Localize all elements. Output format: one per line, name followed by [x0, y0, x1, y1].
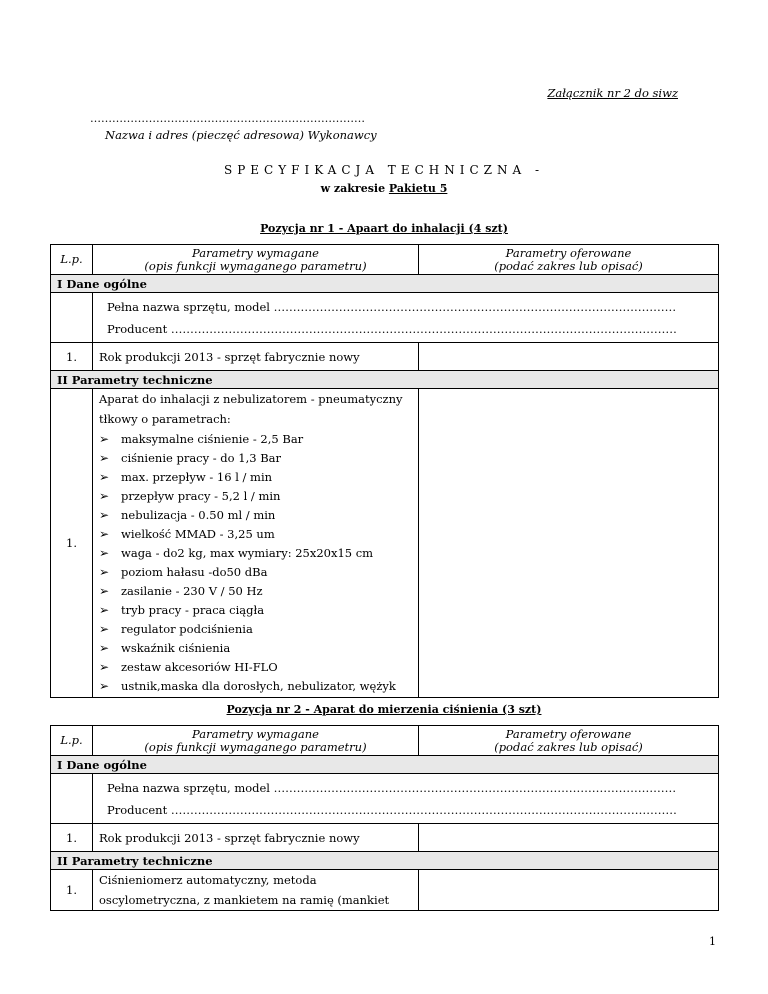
arrow-bullet-icon: ➢: [99, 659, 110, 674]
arrow-bullet-icon: ➢: [99, 450, 110, 465]
list-item: ➢ wielkość MMAD - 3,25 um: [99, 526, 275, 541]
producer-line: Producent ……………………………………………………………………………………………………………………: [107, 321, 677, 336]
scope-prefix: w zakresie: [320, 182, 389, 195]
description-line: oscylometryczna, z mankietem na ramię (mankiet: [99, 893, 390, 907]
required-header-title: Parametry wymagane: [192, 245, 319, 260]
list-item: ➢ zestaw akcesoriów HI-FLO: [99, 659, 278, 674]
list-item: ➢ max. przepływ - 16 l / min: [99, 469, 273, 484]
arrow-bullet-icon: ➢: [99, 507, 110, 522]
arrow-bullet-icon: ➢: [99, 431, 110, 446]
description-line: Ciśnieniomerz automatyczny, metoda: [99, 873, 317, 887]
row-number: 1.: [51, 389, 93, 698]
list-item: ➢ wskaźnik ciśnienia: [99, 640, 231, 655]
arrow-bullet-icon: ➢: [99, 621, 110, 636]
scope-line: [0, 182, 768, 195]
offered-header-sub: (podać zakres lub opisać): [494, 258, 643, 273]
lp-header: L.p.: [51, 245, 93, 275]
required-header-sub: (opis funkcji wymaganego parametru): [144, 739, 367, 754]
position-1-title: Pozycja nr 1 - Apaart do inhalacji (4 szt): [260, 222, 508, 235]
list-item: ➢ maksymalne ciśnienie - 2,5 Bar: [99, 431, 304, 446]
row-number: 1.: [51, 870, 93, 911]
required-header-title: Parametry wymagane: [192, 726, 319, 741]
arrow-bullet-icon: ➢: [99, 545, 110, 560]
full-name-line: Pełna nazwa sprzętu, model ……………………………………………………………………………………………: [107, 299, 677, 314]
contractor-dots: …………………………………………………………………: [90, 112, 365, 125]
year-requirement: Rok produkcji 2013 - sprzęt fabrycznie nowy: [93, 824, 419, 852]
list-item: ➢ tryb pracy - praca ciągła: [99, 602, 265, 617]
required-header: [93, 726, 419, 756]
section-technical: II Parametry techniczne: [51, 852, 719, 870]
arrow-bullet-icon: ➢: [99, 602, 110, 617]
arrow-bullet-icon: ➢: [99, 678, 110, 693]
description-offer-cell[interactable]: [419, 870, 719, 911]
section-general: I Dane ogólne: [51, 756, 719, 774]
parameters-list: [93, 389, 419, 698]
spec-title: SPECYFIKACJA TECHNICZNA -: [223, 163, 545, 177]
position-2-table: [50, 725, 719, 911]
parameters-offer-cell[interactable]: [419, 389, 719, 698]
device-description: [93, 870, 419, 911]
row-number: 1.: [51, 343, 93, 371]
intro-line: tłkowy o parametrach:: [99, 412, 231, 426]
arrow-bullet-icon: ➢: [99, 526, 110, 541]
list-item: ➢ regulator podciśnienia: [99, 621, 253, 636]
full-name-line: Pełna nazwa sprzętu, model ……………………………………………………………………………………………: [107, 780, 677, 795]
section-general: I Dane ogólne: [51, 275, 719, 293]
year-requirement: Rok produkcji 2013 - sprzęt fabrycznie nowy: [93, 343, 419, 371]
attachment-label: Załącznik nr 2 do siwz: [547, 86, 678, 100]
arrow-bullet-icon: ➢: [99, 583, 110, 598]
offered-header: [419, 245, 719, 275]
list-item: ➢ zasilanie - 230 V / 50 Hz: [99, 583, 263, 598]
arrow-bullet-icon: ➢: [99, 469, 110, 484]
offered-header: [419, 726, 719, 756]
arrow-bullet-icon: ➢: [99, 488, 110, 503]
row-number: 1.: [51, 824, 93, 852]
producer-line: Producent ……………………………………………………………………………………………………………………: [107, 802, 677, 817]
offered-header-title: Parametry oferowane: [505, 245, 632, 260]
list-item: ➢ ciśnienie pracy - do 1,3 Bar: [99, 450, 281, 465]
required-header-sub: (opis funkcji wymaganego parametru): [144, 258, 367, 273]
list-item: ➢ ustnik,maska dla dorosłych, nebulizator, wężyk: [99, 678, 396, 693]
list-item: ➢ waga - do2 kg, max wymiary: 25x20x15 cm: [99, 545, 374, 560]
year-offer-cell[interactable]: [419, 343, 719, 371]
offered-header-sub: (podać zakres lub opisać): [494, 739, 643, 754]
contractor-label: Nazwa i adres (pieczęć adresowa) Wykonawcy: [105, 128, 377, 142]
list-item: ➢ przepływ pracy - 5,2 l / min: [99, 488, 281, 503]
year-offer-cell[interactable]: [419, 824, 719, 852]
lp-header: L.p.: [51, 726, 93, 756]
intro-line: Aparat do inhalacji z nebulizatorem - pneumatyczny: [99, 392, 403, 406]
position-1-table: [50, 244, 719, 698]
offered-header-title: Parametry oferowane: [505, 726, 632, 741]
position-2-title: Pozycja nr 2 - Aparat do mierzenia ciśnienia (3 szt): [226, 703, 542, 716]
arrow-bullet-icon: ➢: [99, 564, 110, 579]
arrow-bullet-icon: ➢: [99, 640, 110, 655]
scope-package: Pakietu 5: [388, 182, 448, 195]
required-header: [93, 245, 419, 275]
list-item: ➢ poziom hałasu -do50 dBa: [99, 564, 268, 579]
page-number: 1: [709, 935, 716, 948]
section-technical: II Parametry techniczne: [51, 371, 719, 389]
list-item: ➢ nebulizacja - 0.50 ml / min: [99, 507, 276, 522]
